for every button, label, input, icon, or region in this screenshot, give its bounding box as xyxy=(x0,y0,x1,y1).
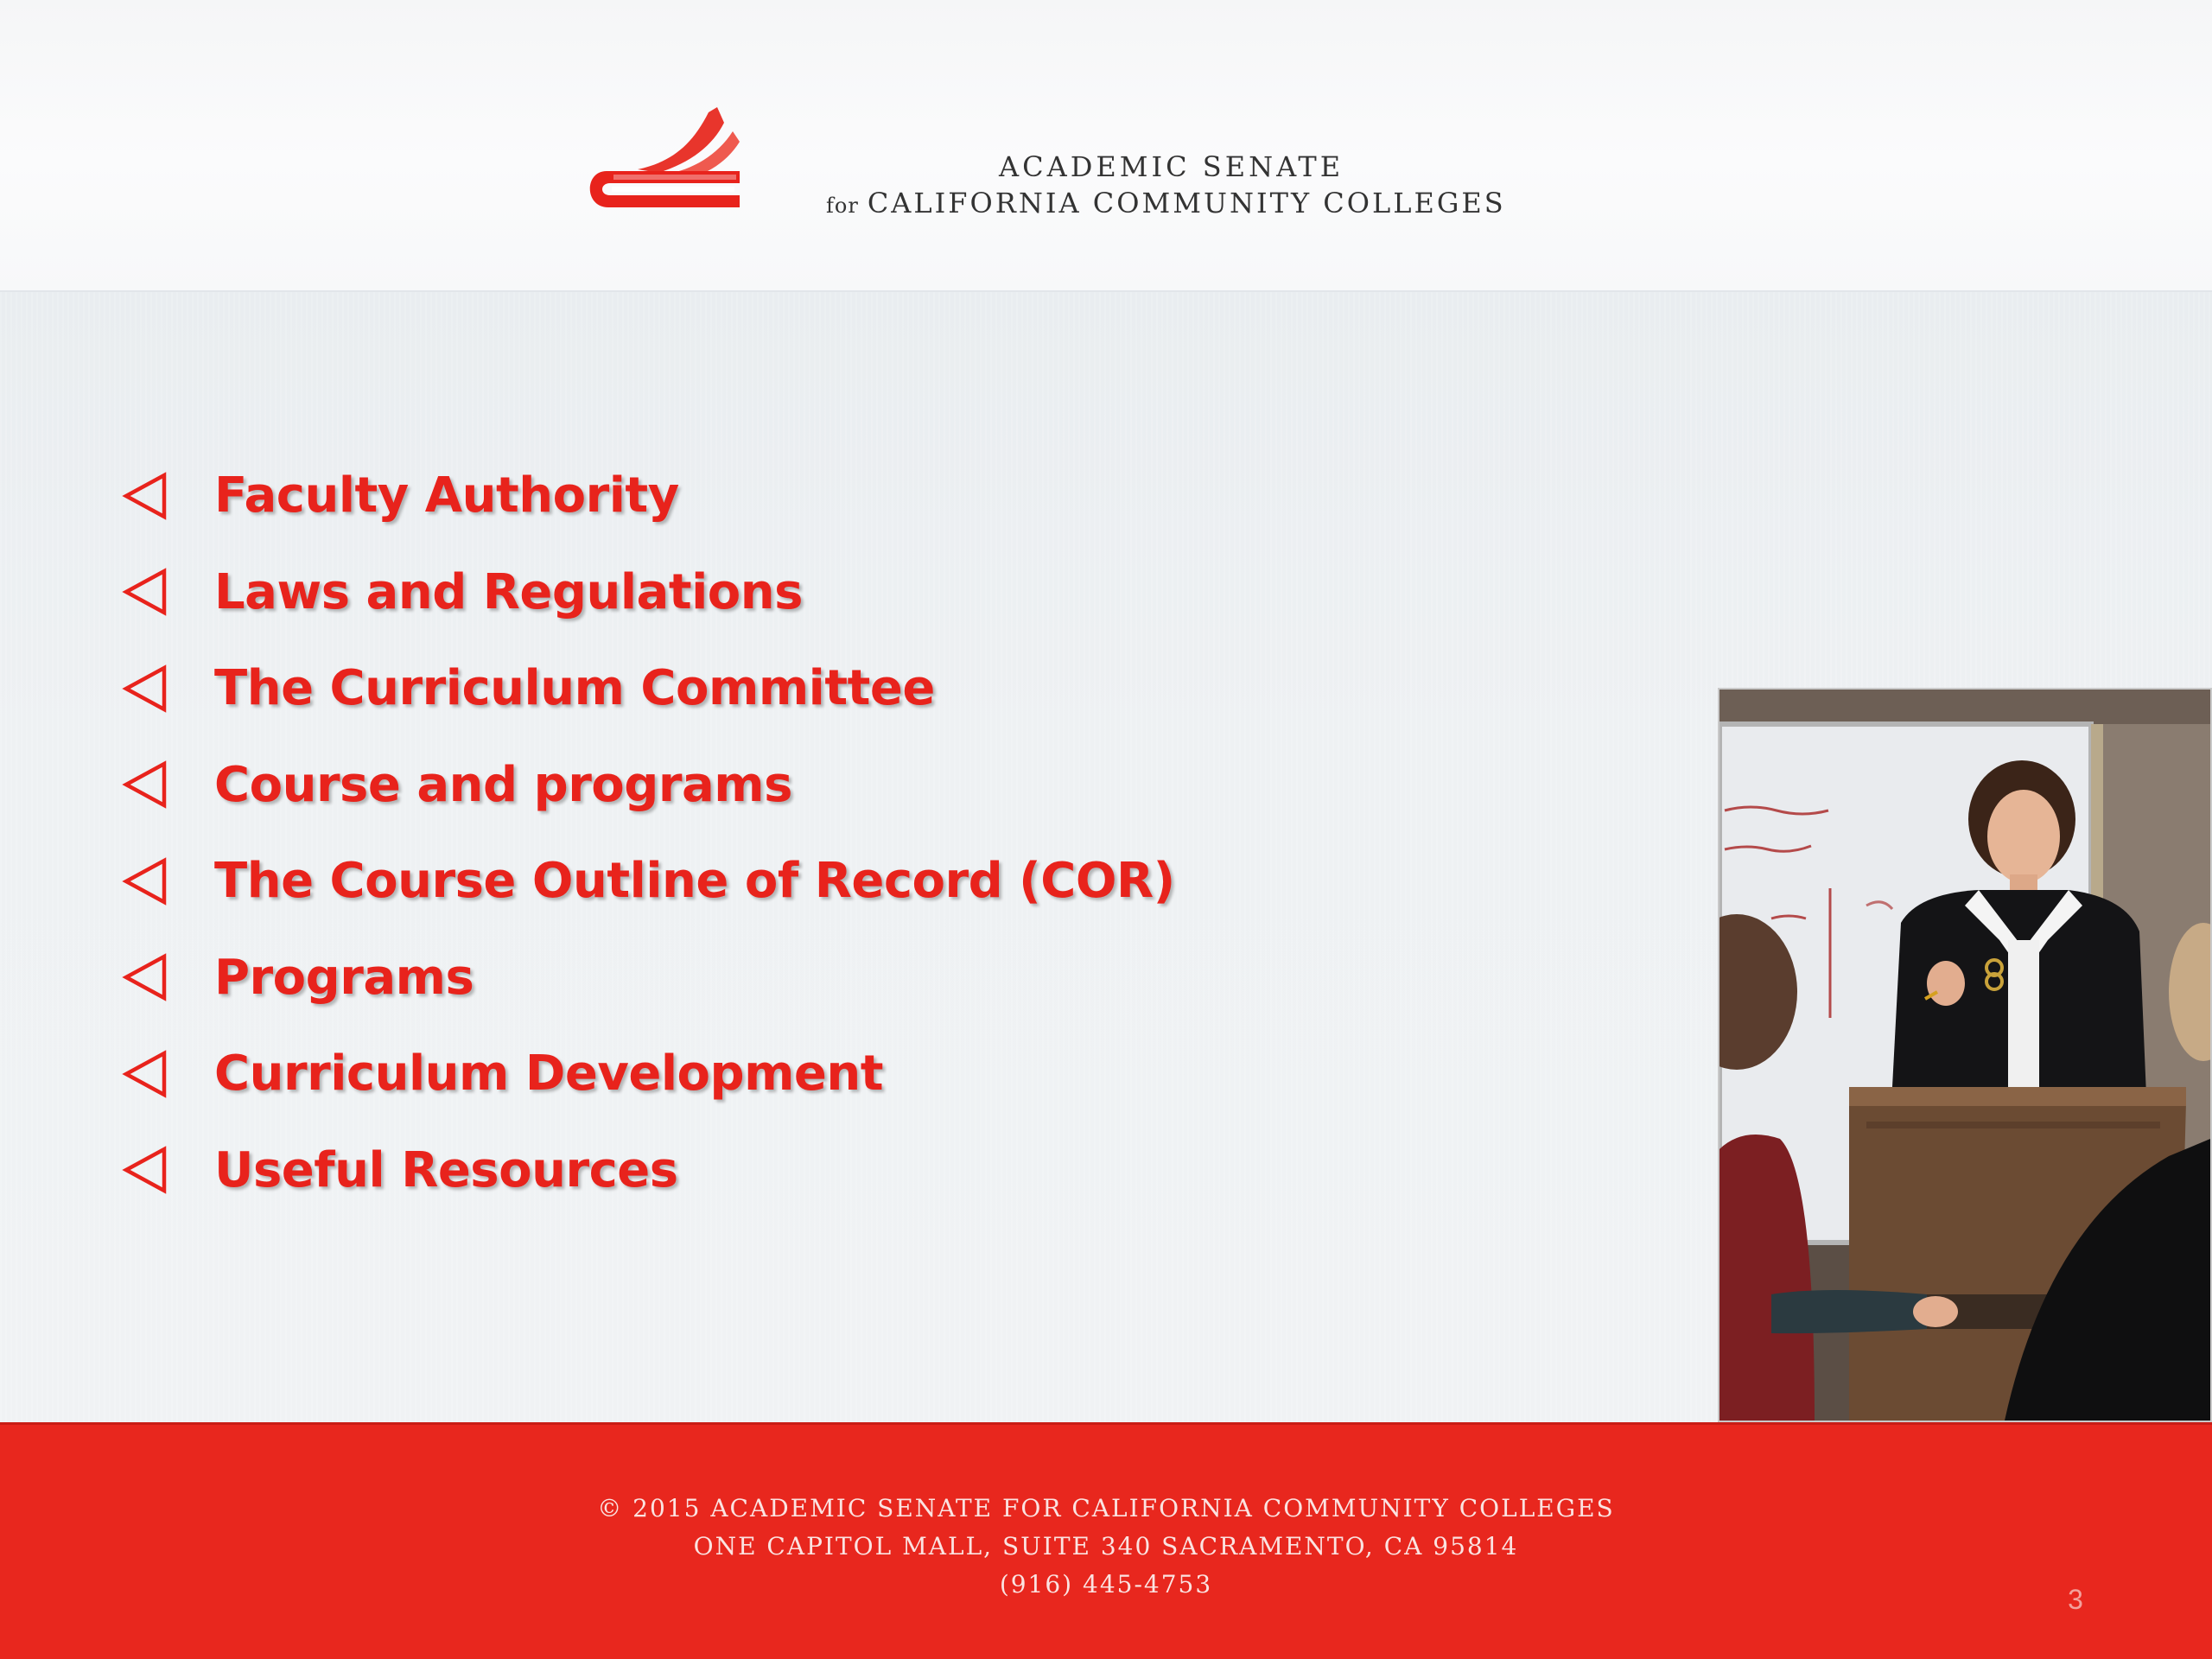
triangle-left-outline-icon xyxy=(121,953,169,1001)
agenda-item xyxy=(121,544,1175,641)
agenda-item-label: The Curriculum Committee xyxy=(214,660,935,717)
triangle-left-outline-icon xyxy=(121,857,169,906)
agenda-item xyxy=(121,448,1175,544)
agenda-item xyxy=(121,1122,1175,1219)
triangle-left-outline-icon xyxy=(121,760,169,809)
agenda-item-label: Curriculum Development xyxy=(214,1046,884,1103)
agenda-list xyxy=(121,448,1175,1218)
agenda-item-label: Programs xyxy=(214,949,474,1006)
classroom-photo-illustration xyxy=(1719,690,2210,1421)
agenda-item-label: Laws and Regulations xyxy=(214,563,803,620)
triangle-left-outline-icon xyxy=(121,664,169,713)
slide-header xyxy=(0,0,2212,292)
agenda-item-label: Course and programs xyxy=(214,756,792,813)
triangle-left-outline-icon xyxy=(121,1146,169,1194)
agenda-item-label: Useful Resources xyxy=(214,1141,678,1198)
footer-copyright: © 2015 ACADEMIC SENATE FOR CALIFORNIA COMMUNITY COLLEGES xyxy=(597,1494,1615,1522)
agenda-item xyxy=(121,833,1175,930)
classroom-photo xyxy=(1718,688,2212,1422)
org-name-for: for xyxy=(826,194,859,218)
footer-phone: (916) 445-4753 xyxy=(999,1570,1213,1599)
org-name-line1: ACADEMIC SENATE xyxy=(999,150,1344,183)
agenda-item xyxy=(121,640,1175,737)
triangle-left-outline-icon xyxy=(121,1050,169,1098)
book-stack-logo-icon xyxy=(588,102,743,216)
agenda-item-label: The Course Outline of Record (COR) xyxy=(214,853,1175,910)
slide-footer xyxy=(0,1422,2212,1659)
triangle-left-outline-icon xyxy=(121,568,169,616)
org-name-line2 xyxy=(826,187,1506,219)
agenda-item xyxy=(121,930,1175,1027)
org-name-main: CALIFORNIA COMMUNITY COLLEGES xyxy=(867,187,1506,219)
agenda-item xyxy=(121,737,1175,834)
agenda-item-label: Faculty Authority xyxy=(214,467,679,524)
triangle-left-outline-icon xyxy=(121,472,169,520)
page-number: 3 xyxy=(2068,1584,2083,1615)
footer-address: ONE CAPITOL MALL, SUITE 340 SACRAMENTO, CA 95814 xyxy=(693,1532,1519,1560)
agenda-item xyxy=(121,1026,1175,1122)
